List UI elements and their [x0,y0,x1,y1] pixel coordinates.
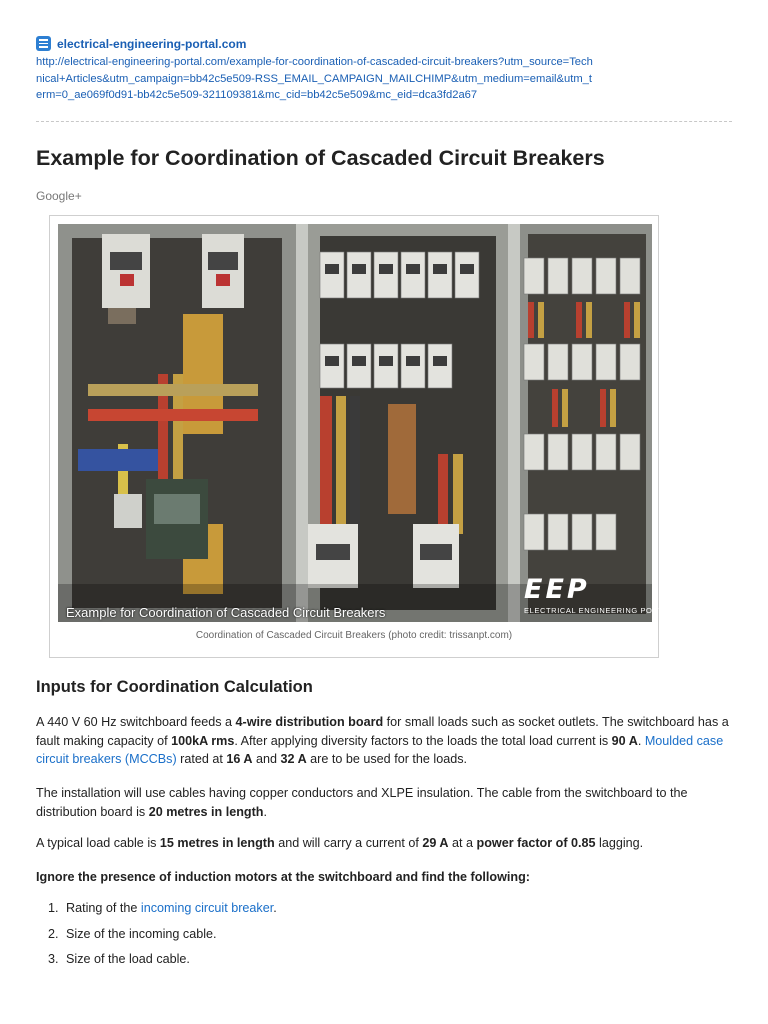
task-list [36,899,662,976]
text: and [252,752,281,766]
bold-text: 20 metres in length [148,804,264,819]
eep-logo-letters: EEP [524,574,590,605]
bold-instruction: Ignore the presence of induction motors at the switchboard and find the following: [36,870,530,884]
text: A typical load cable is [36,836,160,850]
bold-text: 16 A [226,752,253,766]
text: lagging. [595,836,644,850]
text: Size of the load cable. [66,952,190,966]
text: rated at [176,752,227,766]
bold-text: 90 A [611,733,638,748]
eep-logo-subtitle: ELECTRICAL ENGINEERING PORTAL [524,606,674,615]
text: . After applying diversity factors to the loads the total load current is [234,733,612,748]
text: . [637,733,645,748]
dashed-divider [36,121,732,122]
document-icon [36,36,51,51]
paragraph-load-cable [36,834,736,853]
source-url-link[interactable]: http://electrical-engineering-portal.com/example-for-coordination-of-cascaded-circuit-breakers?utm_source=Technical+Articles&utm_campaign=bb42c5e509-RSS_EMAIL_CAMPAIGN_MAILCHIMP&utm_medium=email&utm_term=0_ae069f0d91-bb42c5e509-321109381&mc_cid=bb42c5e509&mc_eid=dca3fd2a67 [36,56,593,101]
text: . [273,901,277,915]
figure-caption: Coordination of Cascaded Circuit Breakers (photo credit: trissanpt.com) [195,630,513,641]
text: Size of the incoming cable. [66,926,217,941]
text: are to be used for the loads. [306,752,467,766]
text: The installation will use cables having copper conductors and XLPE insulation. The cable from the switchboard to the distribution board is [36,786,688,819]
incoming-circuit-breaker-link[interactable]: incoming circuit breaker [140,901,274,915]
text: for small loads such as socket outlets. The switchboard has a fault making capacity of [36,715,729,748]
google-plus-share-link[interactable]: Google+ [36,189,82,203]
list-item [62,899,662,917]
switchboard-photo [58,224,674,622]
mccb-link[interactable]: Moulded case circuit breakers (MCCBs) [36,733,724,766]
list-item [62,925,662,943]
source-header [36,36,736,104]
paragraph-inputs [36,713,736,769]
list-item [62,950,662,968]
bold-text: 100kA rms [171,733,235,748]
text: . [263,804,267,819]
paragraph-cables [36,784,736,821]
bold-text: 29 A [422,836,449,850]
switchboard-photo-illustration [58,224,674,622]
text: Rating of the [66,901,141,915]
text: A 440 V 60 Hz switchboard feeds a [36,715,236,729]
bold-text: 4-wire distribution board [235,715,384,729]
section-heading: Inputs for Coordination Calculation [36,678,313,696]
text: at a [448,836,477,850]
source-domain-link[interactable]: electrical-engineering-portal.com [57,36,247,51]
source-domain-row[interactable] [36,36,736,51]
photo-overlay-title: Example for Coordination of Cascaded Circuit Breakers [66,605,386,620]
eep-logo [524,574,674,615]
paragraph-instruction [36,868,736,887]
bold-text: 15 metres in length [159,836,275,850]
bold-text: power factor of 0.85 [476,836,596,850]
article-figure [49,215,674,658]
text: and will carry a current of [274,836,423,850]
bold-text: 32 A [280,752,307,766]
article-title: Example for Coordination of Cascaded Circuit Breakers [36,146,605,170]
